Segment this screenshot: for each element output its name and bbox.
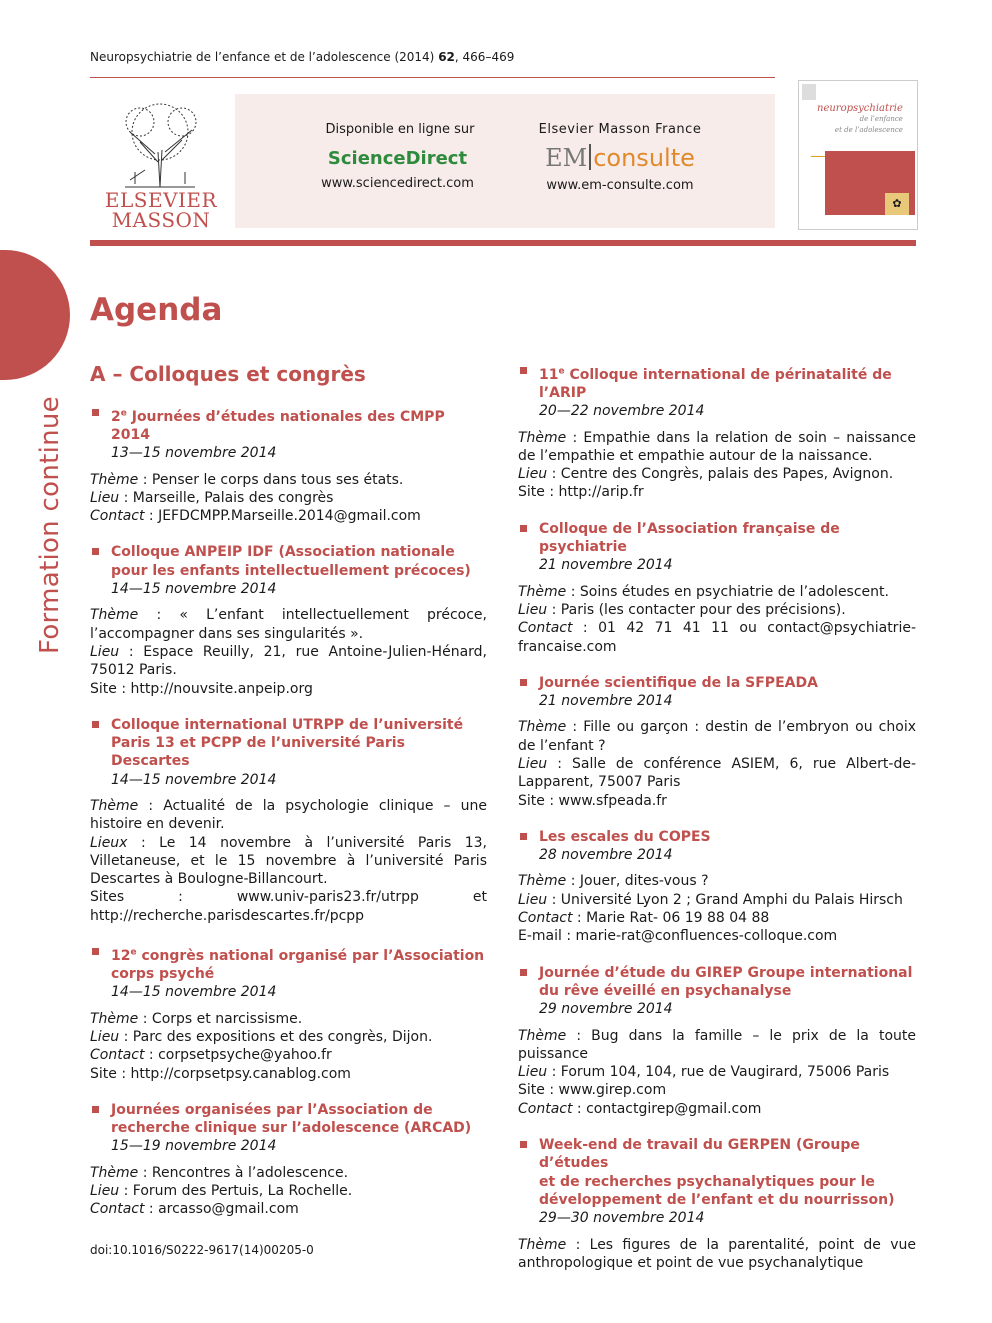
entry-date: 20—22 novembre 2014 <box>539 403 705 420</box>
agenda-entry <box>90 943 487 1083</box>
side-section-label: Formation continue <box>35 396 65 654</box>
entry-detail-line: Site : http://nouvsite.anpeip.org <box>90 680 313 697</box>
bullet-square-icon <box>92 1106 99 1113</box>
entry-detail-line: Site : www.sfpeada.fr <box>518 792 667 809</box>
emconsulte-part-2: consulte <box>593 144 695 172</box>
publisher-label: Elsevier Masson France <box>538 122 702 137</box>
entry-detail-line: Lieu : Parc des expositions et des congrès, Dijon. <box>90 1028 433 1045</box>
cover-title-line-3: et de l’adolescence <box>834 126 903 134</box>
logo-line-2: MASSON <box>111 208 211 232</box>
entry-date: 29 novembre 2014 <box>539 1001 673 1018</box>
entry-title: Les escales du COPES <box>518 828 916 846</box>
header-rule <box>90 77 775 78</box>
entry-detail-line: Contact : JEFDCMPP.Marseille.2014@gmail.com <box>90 508 421 525</box>
agenda-entry <box>518 674 916 810</box>
entry-detail-line: Contact : Marie Rat- 06 19 88 04 88 <box>518 910 770 927</box>
agenda-entry <box>90 543 487 697</box>
bullet-square-icon <box>520 525 527 532</box>
bullet-square-icon <box>520 367 527 374</box>
entry-detail-line: Lieu : Centre des Congrès, palais des Papes, Avignon. <box>518 466 894 483</box>
entry-detail-line: Site : http://corpsetpsy.canablog.com <box>90 1065 351 1082</box>
entry-detail-line: Thème : Empathie dans la relation de soin – naissance de l’empathie et empathie autour de la naissance. <box>518 429 916 464</box>
entry-title: 2e Journées d’études nationales des CMPP 2014 <box>90 404 487 444</box>
entry-title: Colloque international UTRPP de l’université Paris 13 et PCPP de l’université Paris Descartes <box>90 716 487 771</box>
entry-detail-line: Thème : Rencontres à l’adolescence. <box>90 1164 349 1181</box>
entry-detail-line: Lieu : Forum 104, 104, rue de Vaugirard, 75006 Paris <box>518 1064 890 1081</box>
bullet-square-icon <box>92 548 99 555</box>
entry-detail-line: Lieu : Marseille, Palais des congrès <box>90 489 334 506</box>
agenda-entry <box>90 1101 487 1219</box>
section-title: A – Colloques et congrès <box>90 362 366 386</box>
journal-cover-thumbnail <box>798 80 918 230</box>
entry-title: Journée scientifique de la SFPEADA <box>518 674 916 692</box>
journal-name: Neuropsychiatrie de l’enfance et de l’adolescence (2014) <box>90 50 435 64</box>
entry-date: 14—15 novembre 2014 <box>111 581 277 598</box>
entry-detail-line: Thème : Jouer, dites-vous ? <box>518 873 709 890</box>
entry-detail-line: Thème : Bug dans la famille – le prix de la toute puissance <box>518 1027 916 1062</box>
entry-date: 29—30 novembre 2014 <box>539 1210 705 1227</box>
entry-detail-line: Thème : Actualité de la psychologie clinique – une histoire en devenir. <box>90 798 487 833</box>
agenda-entry <box>518 828 916 946</box>
entry-detail-line: Thème : Fille ou garçon : destin de l’embryon ou choix de l’enfant ? <box>518 719 916 754</box>
agenda-entry <box>518 1136 916 1272</box>
bullet-square-icon <box>92 409 99 416</box>
sciencedirect-logo[interactable]: ScienceDirect <box>327 148 468 169</box>
entry-detail-line: Thème : Corps et narcissisme. <box>90 1010 303 1027</box>
cover-title-line-1: neuropsychiatrie <box>817 103 903 114</box>
agenda-entry <box>518 362 916 502</box>
entry-title: Journées organisées par l’Association de recherche clinique sur l’adolescence (ARCAD) <box>90 1101 487 1138</box>
agenda-entry <box>90 716 487 925</box>
elsevier-masson-wordmark <box>96 190 226 230</box>
agenda-entry <box>90 404 487 525</box>
bullet-square-icon <box>520 1141 527 1148</box>
entry-detail-line: Site : www.girep.com <box>518 1082 667 1099</box>
entry-detail-line: Lieu : Paris (les contacter pour des précisions). <box>518 601 846 618</box>
entry-title: 12e congrès national organisé par l’Association corps psyché <box>90 943 487 983</box>
entry-date: 15—19 novembre 2014 <box>111 1138 277 1155</box>
entry-detail-line: Sites : www.univ-paris23.fr/utrpp et http://recherche.parisdescartes.fr/pcpp <box>90 889 487 924</box>
entry-date: 21 novembre 2014 <box>539 693 673 710</box>
header-thick-rule <box>90 240 916 246</box>
entry-date: 14—15 novembre 2014 <box>111 984 277 1001</box>
entry-detail-line: Thème : Penser le corps dans tous ses états. <box>90 471 404 488</box>
entry-date: 13—15 novembre 2014 <box>111 445 277 462</box>
entry-detail-line: Thème : « L’enfant intellectuellement précoce, l’accompagner dans ses singularités ». <box>90 607 487 642</box>
doi: doi:10.1016/S0222-9617(14)00205-0 <box>90 1243 314 1257</box>
entry-title: Journée d’étude du GIREP Groupe international du rêve éveillé en psychanalyse <box>518 964 916 1001</box>
journal-reference <box>90 50 514 64</box>
page-title: Agenda <box>90 292 223 328</box>
bullet-square-icon <box>520 679 527 686</box>
entry-detail-line: Lieu : Espace Reuilly, 21, rue Antoine-Julien-Hénard, 75012 Paris. <box>90 643 487 679</box>
entry-title: 11e Colloque international de périnatalité de l’ARIP <box>518 362 916 402</box>
bullet-square-icon <box>92 721 99 728</box>
journal-volume: 62 <box>438 50 455 64</box>
right-column <box>518 362 916 1290</box>
entry-detail-line: Contact : 01 42 71 41 11 ou contact@psychiatrie-francaise.com <box>518 620 916 655</box>
journal-pages: , 466–469 <box>454 50 515 64</box>
entry-detail-line: Lieu : Salle de conférence ASIEM, 6, rue Albert-de-Lapparent, 75007 Paris <box>518 756 916 791</box>
bullet-square-icon <box>520 833 527 840</box>
sciencedirect-url[interactable]: www.sciencedirect.com <box>321 176 474 191</box>
entry-title: Colloque ANPEIP IDF (Association nationale pour les enfants intellectuellement précoces) <box>90 543 487 580</box>
entry-detail-line: Lieu : Université Lyon 2 ; Grand Amphi du Palais Hirsch <box>518 891 903 908</box>
entry-detail-line: Contact : arcasso@gmail.com <box>90 1201 299 1218</box>
emconsulte-part-1: EM <box>545 144 588 172</box>
agenda-entry <box>518 964 916 1118</box>
entry-detail-line: Thème : Les figures de la parentalité, point de vue anthropologique et point de vue psychanalytique <box>518 1236 916 1271</box>
entry-date: 28 novembre 2014 <box>539 847 673 864</box>
agenda-entry <box>518 520 916 656</box>
cover-badge-icon: ✿ <box>885 193 909 215</box>
emconsulte-logo[interactable] <box>520 144 720 172</box>
entry-detail-line: Site : http://arip.fr <box>518 484 644 501</box>
logo-line-1: ELSEVIER <box>104 188 218 212</box>
emconsulte-url[interactable]: www.em-consulte.com <box>546 178 694 193</box>
availability-banner <box>235 94 775 228</box>
bullet-square-icon <box>520 969 527 976</box>
entry-detail-line: Lieux : Le 14 novembre à l’université Paris 13, Villetaneuse, et le 15 novembre à l’université Paris Descartes à Boulogne-Billancourt. <box>90 834 487 888</box>
entry-detail-line: Contact : contactgirep@gmail.com <box>518 1100 762 1117</box>
available-label: Disponible en ligne sur <box>325 122 475 137</box>
entry-detail-line: E-mail : marie-rat@confluences-colloque.com <box>518 928 838 945</box>
entry-date: 14—15 novembre 2014 <box>111 771 277 788</box>
cover-publisher-mark <box>802 84 816 100</box>
left-column <box>90 404 487 1237</box>
cover-title-line-2: de l’enfance <box>859 115 903 123</box>
entry-title: Colloque de l’Association française de psychiatrie <box>518 520 916 557</box>
entry-date: 21 novembre 2014 <box>539 557 673 574</box>
cover-title <box>817 103 903 136</box>
bullet-square-icon <box>92 948 99 955</box>
entry-detail-line: Contact : corpsetpsyche@yahoo.fr <box>90 1047 332 1064</box>
entry-title: Week-end de travail du GERPEN (Groupe d’études et de recherches psychanalytiques pour le développement de l’enfant et du nourrisson) <box>518 1136 916 1209</box>
entry-detail-line: Thème : Soins études en psychiatrie de l’adolescent. <box>518 583 889 600</box>
entry-detail-line: Lieu : Forum des Pertuis, La Rochelle. <box>90 1183 353 1199</box>
